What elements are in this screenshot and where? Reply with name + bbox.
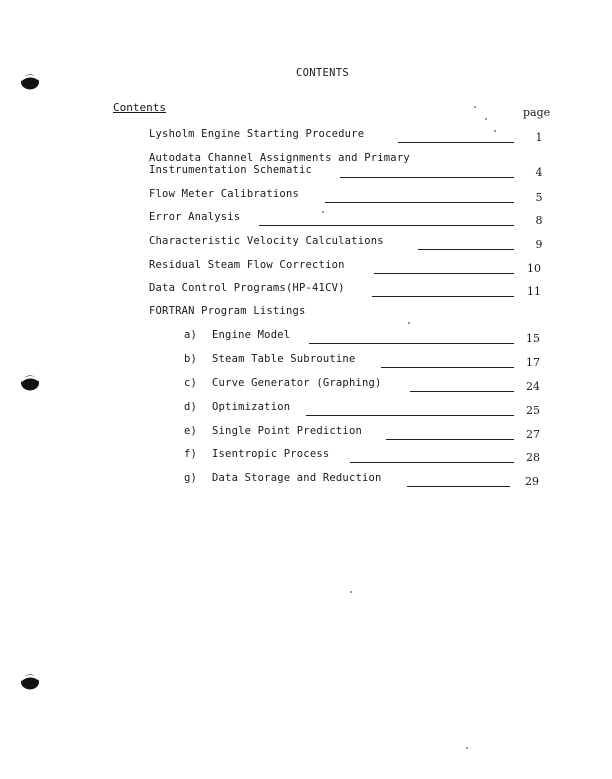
binder-hole-icon	[18, 71, 40, 91]
toc-entry-label-continued: Instrumentation Schematic	[149, 164, 313, 176]
toc-subentry-marker: e)	[184, 425, 198, 437]
toc-page-number: 11	[527, 285, 541, 298]
toc-page-number: 15	[526, 332, 540, 345]
toc-subentry-label: Engine Model	[212, 329, 291, 341]
scan-speck	[408, 322, 410, 324]
toc-page-number: 9	[535, 238, 543, 251]
toc-page-number: 29	[525, 475, 539, 488]
toc-page-number: 8	[535, 214, 543, 227]
toc-page-number: 17	[526, 356, 540, 369]
toc-page-number: 10	[527, 262, 541, 275]
toc-entry-label: Data Control Programs(HP-41CV)	[149, 282, 345, 294]
toc-page-number: 1	[535, 131, 543, 144]
scan-speck	[494, 130, 496, 132]
toc-page-number: 28	[526, 451, 540, 464]
toc-leader-line	[410, 391, 514, 392]
toc-leader-line	[259, 225, 514, 226]
toc-leader-line	[350, 462, 514, 463]
toc-subentry-marker: d)	[184, 401, 198, 413]
toc-leader-line	[374, 273, 514, 274]
toc-subentry-label: Optimization	[212, 401, 291, 413]
toc-leader-line	[309, 343, 514, 344]
toc-leader-line	[398, 142, 514, 143]
toc-leader-line	[306, 415, 514, 416]
toc-leader-line	[325, 202, 514, 203]
page-column-heading: page	[523, 106, 551, 119]
toc-page-number: 27	[526, 428, 540, 441]
scan-speck	[322, 211, 324, 213]
toc-subentry-label: Single Point Prediction	[212, 425, 362, 437]
toc-section-heading: FORTRAN Program Listings	[149, 305, 306, 317]
scan-speck	[350, 591, 352, 593]
scan-speck	[466, 747, 468, 749]
toc-entry-label: Residual Steam Flow Correction	[149, 259, 345, 271]
toc-entry-label: Autodata Channel Assignments and Primary	[149, 152, 410, 164]
document-title: CONTENTS	[296, 67, 349, 79]
toc-leader-line	[381, 367, 514, 368]
toc-subentry-label: Curve Generator (Graphing)	[212, 377, 382, 389]
toc-leader-line	[340, 177, 514, 178]
toc-leader-line	[372, 296, 514, 297]
toc-leader-line	[386, 439, 514, 440]
toc-subentry-marker: f)	[184, 448, 198, 460]
toc-page-number: 4	[535, 166, 543, 179]
toc-page-number: 24	[526, 380, 540, 393]
toc-entry-label: Flow Meter Calibrations	[149, 188, 299, 200]
toc-subentry-marker: c)	[184, 377, 198, 389]
contents-heading: Contents	[113, 101, 166, 114]
toc-subentry-marker: g)	[184, 472, 198, 484]
toc-entry-label: Characteristic Velocity Calculations	[149, 235, 384, 247]
toc-subentry-marker: a)	[184, 329, 198, 341]
toc-page-number: 25	[526, 404, 540, 417]
binder-hole-icon	[18, 671, 40, 691]
toc-subentry-label: Data Storage and Reduction	[212, 472, 382, 484]
toc-leader-line	[418, 249, 514, 250]
scan-speck	[485, 118, 487, 120]
toc-subentry-label: Steam Table Subroutine	[212, 353, 356, 365]
toc-leader-line	[407, 486, 510, 487]
toc-subentry-label: Isentropic Process	[212, 448, 330, 460]
toc-entry-label: Error Analysis	[149, 211, 241, 223]
toc-subentry-marker: b)	[184, 353, 198, 365]
binder-hole-icon	[18, 372, 40, 392]
toc-entry-label: Lysholm Engine Starting Procedure	[149, 128, 365, 140]
scan-speck	[474, 106, 476, 108]
toc-page-number: 5	[535, 191, 543, 204]
